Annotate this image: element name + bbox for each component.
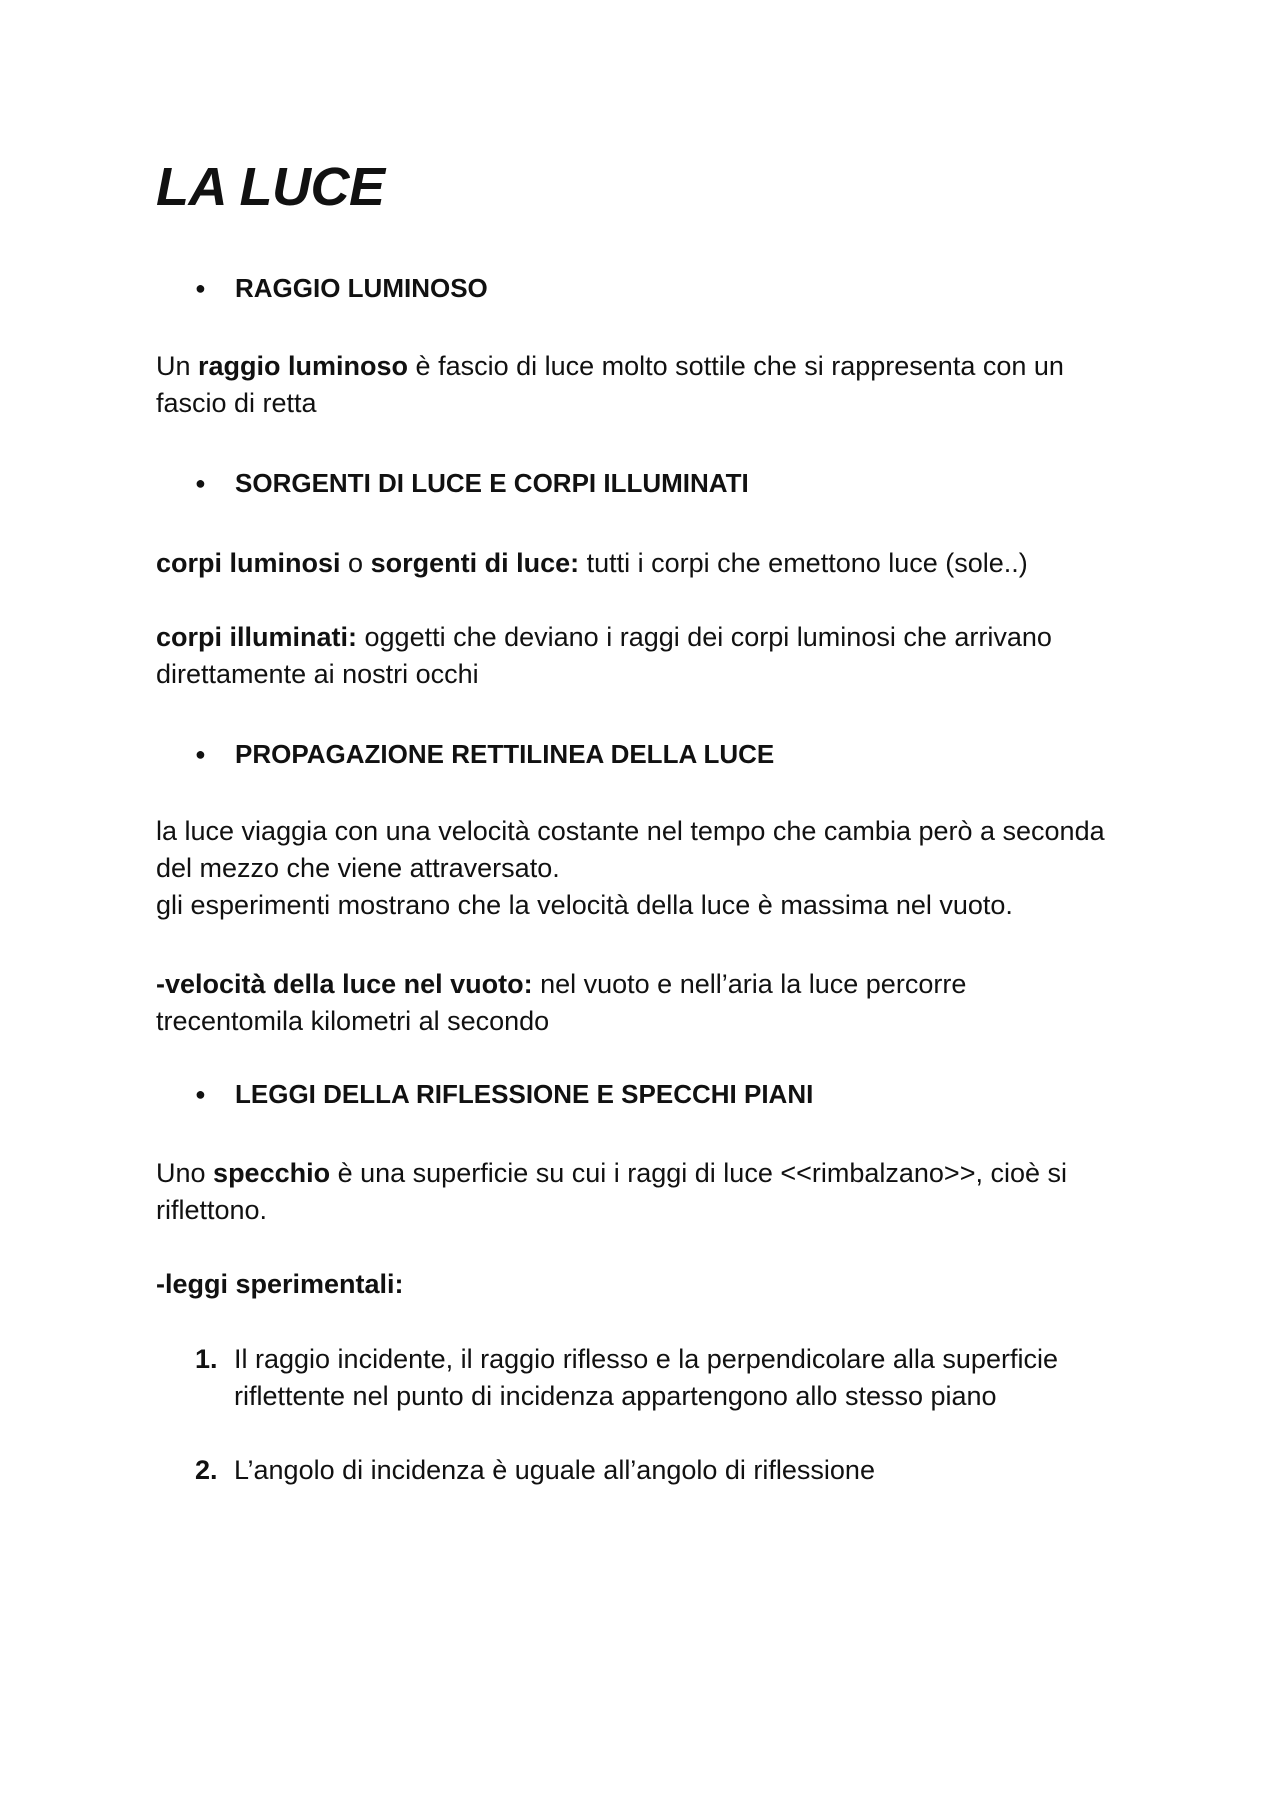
heading-text: PROPAGAZIONE RETTILINEA DELLA LUCE [235,739,775,769]
bullet-icon: ● [195,744,206,764]
text-run: nel vuoto e nell’aria la luce percorre trecentomila kilometri al secondo [156,969,967,1036]
paragraph-specchio [156,1155,1116,1229]
paragraph-raggio-luminoso [156,348,1116,422]
paragraph-corpi-illuminati [156,619,1116,693]
paragraph-propagazione-1: la luce viaggia con una velocità costante nel tempo che cambia però a seconda del mezzo che viene attraversato. [156,816,1105,883]
text-run: oggetti che deviano i raggi dei corpi luminosi che arrivano direttamente ai nostri occhi [156,622,1052,689]
bold-term: raggio luminoso [198,351,409,381]
bold-term: -velocità della luce nel vuoto: [156,969,533,999]
paragraph-corpi-luminosi [156,545,1116,582]
bullet-icon: ● [195,1084,206,1104]
section-heading-propagazione [195,736,774,772]
text-run: Un [156,351,199,381]
section-heading-leggi-riflessione [195,1076,813,1112]
list-number: 2. [195,1455,218,1485]
list-item [195,1341,1115,1415]
heading-text: SORGENTI DI LUCE E CORPI ILLUMINATI [235,468,749,498]
text-run: tutti i corpi che emettono luce (sole..) [579,548,1028,578]
bold-term: sorgenti di luce: [370,548,580,578]
page-title: LA LUCE [156,157,385,217]
list-item-text: Il raggio incidente, il raggio riflesso e la perpendicolare alla superficie riflettente nel punto di incidenza appartengono allo stesso piano [234,1344,1058,1411]
paragraph-propagazione-2: gli esperimenti mostrano che la velocità della luce è massima nel vuoto. [156,890,1013,920]
list-item [195,1452,1115,1489]
bullet-icon: ● [195,278,206,298]
section-heading-raggio-luminoso [195,270,488,306]
paragraph-leggi-sperimentali [156,1266,1116,1303]
text-run: Uno [156,1158,214,1188]
bold-term: specchio [213,1158,331,1188]
bullet-icon: ● [195,473,206,493]
list-number: 1. [195,1344,218,1374]
list-item-text: L’angolo di incidenza è uguale all’angolo di riflessione [234,1455,875,1485]
paragraph-velocita-luce [156,966,1116,1040]
heading-text: RAGGIO LUMINOSO [235,273,488,303]
heading-text: LEGGI DELLA RIFLESSIONE E SPECCHI PIANI [235,1079,814,1109]
bold-term: corpi luminosi [156,548,341,578]
bold-term: -leggi sperimentali: [156,1269,404,1299]
section-heading-sorgenti [195,465,749,501]
text-run: o [340,548,371,578]
text-run: è fascio di luce molto sottile che si rappresenta con un fascio di retta [156,351,1064,418]
text-run: è una superficie su cui i raggi di luce <<rimbalzano>>, cioè si riflettono. [156,1158,1068,1225]
bold-term: corpi illuminati: [156,622,358,652]
